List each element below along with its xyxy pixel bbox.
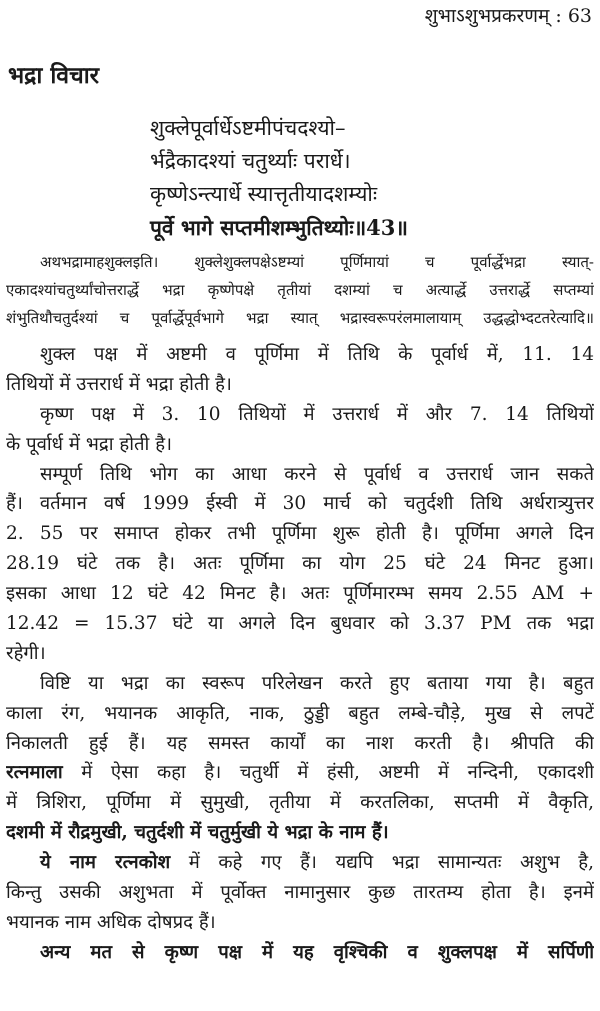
text-line: भयानक नाम अधिक दोषप्रद हैं। xyxy=(6,911,216,933)
text-line xyxy=(6,848,594,878)
sanskrit-verse xyxy=(150,112,408,244)
section-title: भद्रा विचार xyxy=(8,62,100,89)
text-segment: में कहे गए हैं। यद्यपि भद्रा सामान्यतः अशुभ है, xyxy=(170,852,594,874)
verse-line: पूर्वे भागे सप्तमीशम्भुतिथ्योः॥43॥ xyxy=(150,215,408,240)
body-text xyxy=(6,340,594,968)
text-line: दशमी में रौद्रमुखी, चतुर्दशी में चतुर्मुखी ये भद्रा के नाम हैं। xyxy=(6,822,389,844)
emphasis-ratnamala: रत्नमाला xyxy=(6,762,63,784)
commentary-line: एकादश्यांचतुर्थ्यांचोत्तरार्द्धे भद्रा कृष्णेपक्षे तृतीयां दशम्यां च अत्यार्द्धे उत्तरार्द्धे सप्तम्यां xyxy=(6,281,594,299)
text-line: हैं। वर्तमान वर्ष 1999 ईस्वी में 30 मार्च को चतुर्दशी तिथि अर्धरात्र्युत्तर xyxy=(6,493,594,515)
text-line: तिथियों में उत्तरार्ध में भद्रा होती है। xyxy=(6,373,232,395)
text-line: निकालती हुई हैं। यह समस्त कार्यों का नाश करती है। श्रीपति की xyxy=(6,732,594,754)
text-line: 12.42 = 15.37 घंटे या अगले दिन बुधवार को 3.37 PM तक भद्रा xyxy=(6,613,594,635)
sanskrit-commentary xyxy=(6,248,594,332)
commentary-line: शंभुतिथौचतुर्दश्यां च पूर्वार्द्धेपूर्वभागे भद्रा स्यात् भद्रास्वरूपरंलमालायाम् उद्धद्धोभ्दटतरेत्यादि॥ xyxy=(6,309,594,327)
text-line: में त्रिशिरा, पूर्णिमा में सुमुखी, तृतीया में करतलिका, सप्तमी में वैकृति, xyxy=(6,792,594,814)
verse-line: र्भद्रैकादश्यां चतुर्थ्याः परार्धे। xyxy=(150,149,351,173)
text-line: अन्य मत से कृष्ण पक्ष में यह वृश्चिकी व शुक्लपक्ष में सर्पिणी xyxy=(40,941,594,963)
text-line: कृष्ण पक्ष में 3. 10 तिथियों में उत्तरार्ध में और 7. 14 तिथियों xyxy=(40,403,594,425)
text-line: सम्पूर्ण तिथि भोग का आधा करने से पूर्वार्ध व उत्तरार्ध जान सकते xyxy=(40,463,594,485)
text-line: शुक्ल पक्ष में अष्टमी व पूर्णिमा में तिथि के पूर्वार्ध में, 11. 14 xyxy=(40,344,594,365)
text-line: विष्टि या भद्रा का स्वरूप परिलेखन करते हुए बताया गया है। बहुत xyxy=(40,672,594,694)
text-segment: में ऐसा कहा है। चतुर्थी में हंसी, अष्टमी में नन्दिनी, एकादशी xyxy=(62,762,594,784)
running-header: शुभाऽशुभप्रकरणम् : 63 xyxy=(424,5,592,27)
verse-line: कृष्णेऽन्त्यार्धे स्यात्तृतीयादशम्योः xyxy=(150,182,378,206)
text-segment: ये नाम xyxy=(40,852,116,874)
emphasis-ratnakosh: रत्नकोश xyxy=(115,852,171,874)
text-line xyxy=(6,758,594,788)
commentary-line: अथभद्रामाहशुक्लइति। शुक्लेशुक्लपक्षेऽष्टम्यां पूर्णिमायां च पूर्वार्द्धेभद्रा स्यात्- xyxy=(40,253,594,271)
text-line: 28.19 घंटे तक है। अतः पूर्णिमा का योग 25 घंटे 24 मिनट हुआ। xyxy=(6,553,594,575)
verse-line: शुक्लेपूर्वार्धेऽष्टमीपंचदश्यो– xyxy=(150,116,346,140)
text-line: के पूर्वार्ध में भद्रा होती है। xyxy=(6,433,173,455)
text-line: रहेगी। xyxy=(6,642,46,664)
text-line: इसका आधा 12 घंटे 42 मिनट है। अतः पूर्णिमारम्भ समय 2.55 AM + xyxy=(6,583,594,605)
text-line: काला रंग, भयानक आकृति, नाक, ठुड्डी बहुत लम्बे-चौड़े, मुख से लपटें xyxy=(6,702,594,724)
text-line: किन्तु उसकी अशुभता में पूर्वोक्त नामानुसार कुछ तारतम्य होता है। इनमें xyxy=(6,882,594,904)
text-line: 2. 55 पर समाप्त होकर तभी पूर्णिमा शुरू होती है। पूर्णिमा अगले दिन xyxy=(6,523,594,545)
